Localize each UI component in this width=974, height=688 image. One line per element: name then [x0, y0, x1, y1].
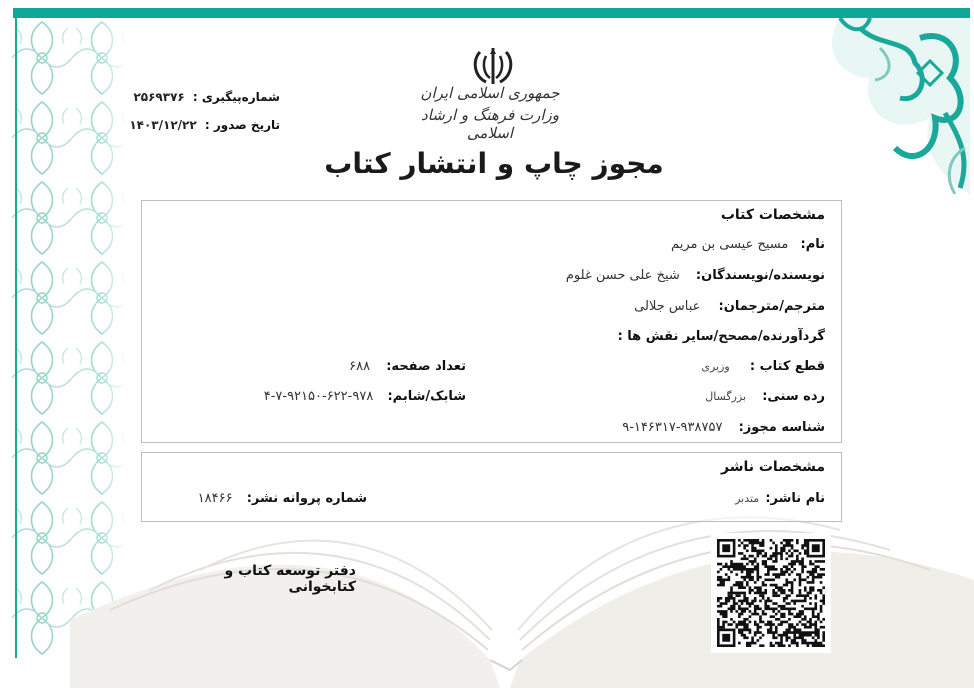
pages-value: ۶۸۸	[349, 359, 371, 374]
format-label: قطع کتاب :	[749, 359, 825, 374]
license-id-value: ۹۳۸۷۵۷-۱۴۶۳۱۷-۹	[622, 420, 723, 435]
issue-date-label: تاریخ صدور :	[204, 118, 280, 132]
permit-value: ۱۸۴۶۶	[197, 491, 233, 506]
corner-ornament	[820, 18, 970, 194]
isbn-label: شابک/شابم:	[387, 389, 466, 404]
book-specs-title: مشخصات کتاب	[720, 207, 825, 223]
format-value: وزیری	[701, 360, 730, 373]
publisher-specs-box	[141, 452, 842, 522]
tracking-value: ۲۵۶۹۳۷۶	[133, 90, 185, 104]
issue-date-value: ۱۴۰۳/۱۲/۲۲	[129, 118, 197, 132]
isbn-row	[264, 389, 466, 404]
translator-value: عباس جلالی	[634, 299, 701, 314]
publisher-name-row	[735, 491, 825, 506]
government-heading	[400, 84, 580, 142]
translator-label: مترجم/مترجمان:	[718, 299, 825, 314]
republic-name: جمهوری اسلامی ایران	[420, 84, 560, 102]
document-title: مجوز چاپ و انتشار کتاب	[324, 147, 664, 180]
tracking-number	[120, 90, 280, 104]
top-accent-bar	[13, 8, 970, 18]
age-row	[705, 389, 825, 404]
iran-emblem-icon	[470, 46, 516, 86]
age-label: رده سنی:	[762, 389, 825, 404]
compiler-row	[618, 329, 825, 344]
license-id-row	[622, 420, 825, 435]
book-name-value: مسیح عیسی بن مریم	[671, 237, 789, 252]
book-name-label: نام:	[800, 237, 825, 252]
age-value: بزرگسال	[705, 390, 747, 403]
author-row	[566, 268, 825, 283]
publisher-name-value: متدبر	[735, 492, 760, 505]
license-id-label: شناسه مجوز:	[738, 420, 825, 435]
permit-row	[198, 491, 367, 506]
ministry-name: وزارت فرهنگ و ارشاد اسلامی	[420, 106, 560, 142]
compiler-label: گردآورنده/مصحح/سایر نقش ها :	[617, 329, 825, 344]
pages-label: تعداد صفحه:	[386, 359, 466, 374]
book-name-row	[671, 237, 825, 252]
permit-label: شماره پروانه نشر:	[246, 491, 367, 506]
isbn-value: ۹۷۸-۶۲۲-۹۲۱۵۰-۷-۴	[263, 389, 374, 404]
translator-row	[634, 299, 825, 314]
author-label: نویسنده/نویسندگان:	[695, 268, 825, 283]
issue-date	[120, 118, 280, 132]
pages-row	[349, 359, 466, 374]
publisher-specs-title: مشخصات ناشر	[721, 459, 825, 475]
issuing-office: دفتر توسعه کتاب و کتابخوانی	[224, 563, 356, 595]
qr-code-icon[interactable]	[711, 533, 831, 653]
publisher-name-label: نام ناشر:	[765, 491, 825, 506]
format-row	[701, 359, 825, 374]
author-value: شیخ علی حسن غلوم	[565, 268, 680, 283]
tracking-label: شماره‌پیگیری :	[192, 90, 280, 104]
book-specs-box	[141, 200, 842, 443]
